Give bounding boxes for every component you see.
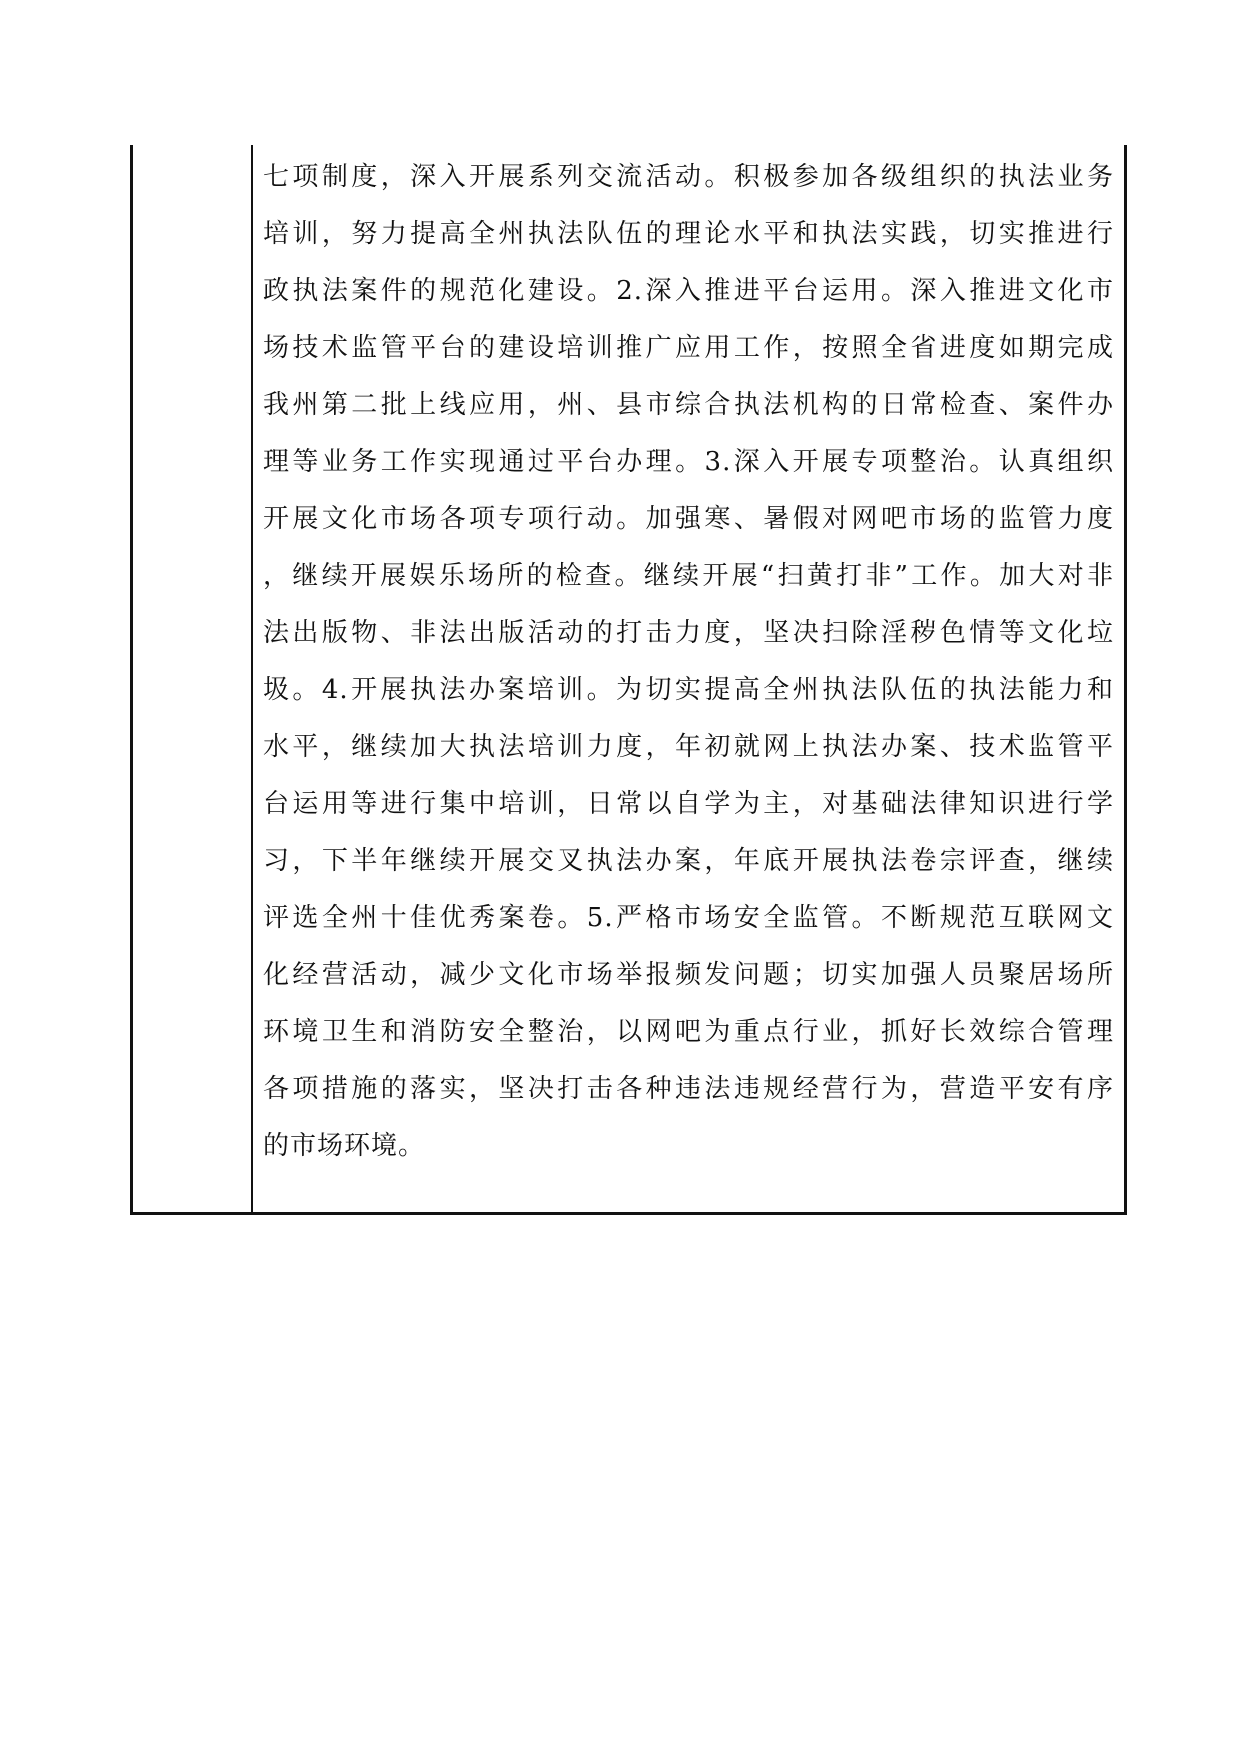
paragraph-line: 评选全州十佳优秀案卷。5.严格市场安全监管。不断规范互联网文 xyxy=(263,903,1114,933)
paragraph-line: 法出版物、非法出版活动的打击力度，坚决扫除淫秽色情等文化垃 xyxy=(263,618,1114,648)
paragraph-line: 环境卫生和消防安全整治，以网吧为重点行业，抓好长效综合管理 xyxy=(263,1017,1114,1047)
table-text-cell xyxy=(253,145,1124,1212)
paragraph-line: 各项措施的落实，坚决打击各种违法违规经营行为，营造平安有序 xyxy=(263,1074,1114,1104)
paragraph-line: 水平，继续加大执法培训力度，年初就网上执法办案、技术监管平 xyxy=(263,732,1114,762)
paragraph-line: 化经营活动，减少文化市场举报频发问题；切实加强人员聚居场所 xyxy=(263,960,1114,990)
paragraph-line: 台运用等进行集中培训，日常以自学为主，对基础法律知识进行学 xyxy=(263,789,1114,819)
paragraph-line: 的市场环境。 xyxy=(263,1131,426,1161)
paragraph-line: 理等业务工作实现通过平台办理。3.深入开展专项整治。认真组织 xyxy=(263,447,1114,477)
paragraph-line: 开展文化市场各项专项行动。加强寒、暑假对网吧市场的监管力度 xyxy=(263,504,1114,534)
paragraph-line: 我州第二批上线应用，州、县市综合执法机构的日常检查、案件办 xyxy=(263,390,1114,420)
paragraph-line: 圾。4.开展执法办案培训。为切实提高全州执法队伍的执法能力和 xyxy=(263,675,1114,705)
content-table xyxy=(130,145,1127,1215)
paragraph-line: 七项制度，深入开展系列交流活动。积极参加各级组织的执法业务 xyxy=(263,162,1114,192)
paragraph-line: ，继续开展娱乐场所的检查。继续开展“扫黄打非”工作。加大对非 xyxy=(263,561,1114,591)
paragraph-line: 政执法案件的规范化建设。2.深入推进平台运用。深入推进文化市 xyxy=(263,276,1114,306)
paragraph-line: 习，下半年继续开展交叉执法办案，年底开展执法卷宗评查，继续 xyxy=(263,846,1114,876)
table-left-cell xyxy=(133,145,253,1212)
paragraph-line: 场技术监管平台的建设培训推广应用工作，按照全省进度如期完成 xyxy=(263,333,1114,363)
paragraph-line: 培训，努力提高全州执法队伍的理论水平和执法实践，切实推进行 xyxy=(263,219,1114,249)
